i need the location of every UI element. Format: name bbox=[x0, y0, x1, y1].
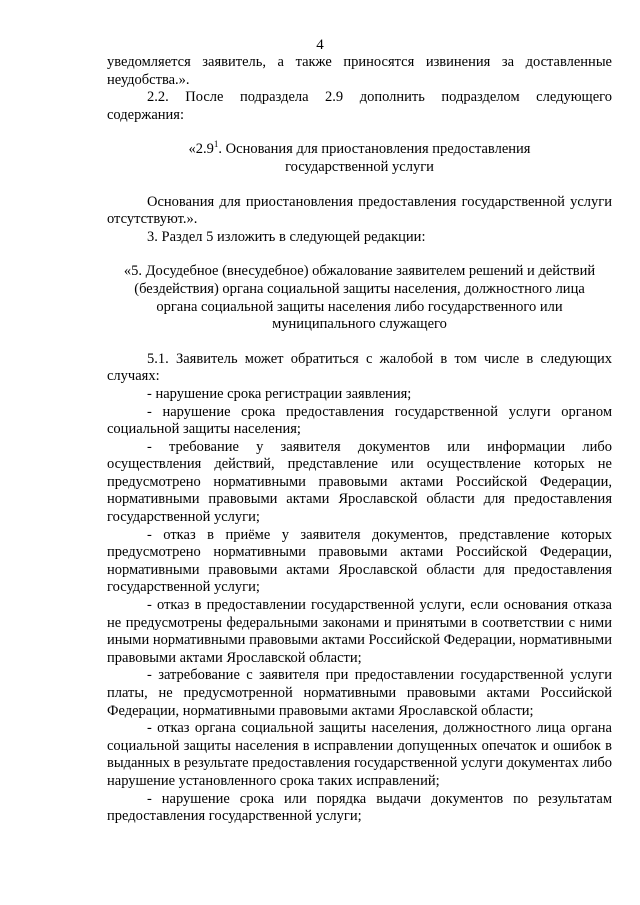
list-item: - отказ в предоставлении государственной услуги, если основания отказа не предусмотрены федеральными законами и принятыми в соответствии с ними иными нормативными правовыми актами Российской Федерации, нормативными правовыми актами Ярославской области; bbox=[107, 597, 612, 666]
list-item: - нарушение срока или порядка выдачи документов по результатам предоставления государственной услуги; bbox=[107, 790, 612, 825]
document-body bbox=[107, 54, 612, 826]
list-item: - нарушение срока предоставления государственной услуги органом социальной защиты населения; bbox=[107, 403, 612, 438]
paragraph-4: 3. Раздел 5 изложить в следующей редакции: bbox=[147, 228, 426, 245]
section-heading-line-1: «5. Досудебное (внесудебное) обжалование заявителем решений и действий (бездействия) органа социальной защиты населения, должностного лица bbox=[123, 263, 596, 297]
list-item: - отказ органа социальной защиты населения, должностного лица органа социальной защиты населения в исправлении допущенных опечаток и ошибок в выданных в результате предоставления государственной услуги документах либо нарушение установленного срока таких исправлений; bbox=[107, 720, 612, 789]
subsection-heading-text: . Основания для приостановления предоставления государственной услуги bbox=[218, 141, 531, 175]
subsection-heading-superscript: 1 bbox=[213, 139, 219, 150]
list-item: - нарушение срока регистрации заявления; bbox=[147, 385, 412, 402]
paragraph-1: уведомляется заявитель, а также приносятся извинения за доставленные неудобства.». bbox=[107, 54, 612, 88]
paragraph-2: 2.2. После подраздела 2.9 дополнить подразделом следующего содержания: bbox=[107, 89, 612, 123]
subsection-heading bbox=[137, 141, 582, 176]
list-item: - требование у заявителя документов или информации либо осуществления действий, представление или осуществление которых не предусмотрено нормативными правовыми актами Российской Федерации, нормативными правовыми актами Ярославской области для предоставления государственной услуги; bbox=[107, 438, 612, 526]
list-item: - отказ в приёме у заявителя документов, представление которых предусмотрено нормативными правовыми актами Российской Федерации, нормативными правовыми актами Ярославской области для предоставления государственной услуги; bbox=[107, 526, 612, 596]
subsection-heading-number: «2.9 bbox=[188, 141, 214, 158]
paragraph-3: Основания для приостановления предоставления государственной услуги отсутствуют.». bbox=[107, 193, 612, 228]
section-heading-line-2: органа социальной защиты населения либо государственного или муниципального служащего bbox=[156, 298, 563, 333]
page-number: 4 bbox=[316, 37, 324, 53]
paragraph-5: 5.1. Заявитель может обратиться с жалобой в том числе в следующих случаях: bbox=[107, 350, 612, 385]
list-item: - затребование с заявителя при предоставлении государственной услуги платы, не предусмотренной нормативными правовыми актами Российской Федерации, нормативными правовыми актами Ярославской области; bbox=[107, 667, 612, 719]
